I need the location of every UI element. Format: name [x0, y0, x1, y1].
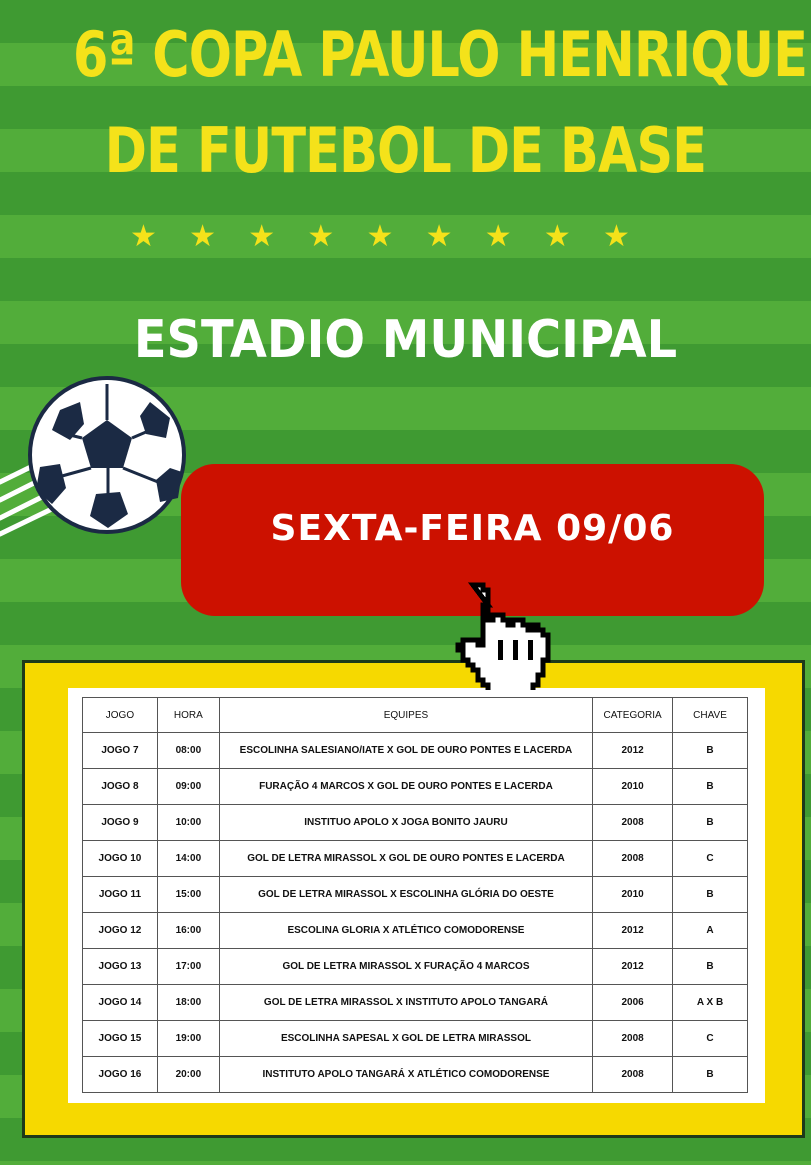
- cell-categoria: 2012: [593, 913, 673, 949]
- cell-jogo: JOGO 8: [83, 769, 158, 805]
- cell-jogo: JOGO 7: [83, 733, 158, 769]
- header-equipes: EQUIPES: [219, 698, 592, 733]
- cell-categoria: 2012: [593, 949, 673, 985]
- table-row: [83, 733, 748, 769]
- cell-chave: B: [673, 877, 748, 913]
- cell-hora: 14:00: [157, 841, 219, 877]
- cell-hora: 15:00: [157, 877, 219, 913]
- title-line-1: 6ª COPA PAULO HENRIQUE: [72, 18, 808, 91]
- cell-hora: 19:00: [157, 1021, 219, 1057]
- cell-categoria: 2008: [593, 805, 673, 841]
- cell-equipes: ESCOLINHA SALESIANO/IATE X GOL DE OURO PONTES E LACERDA: [219, 733, 592, 769]
- cell-jogo: JOGO 9: [83, 805, 158, 841]
- table-row: [83, 985, 748, 1021]
- cell-categoria: 2008: [593, 1057, 673, 1093]
- table-row: [83, 841, 748, 877]
- cell-hora: 08:00: [157, 733, 219, 769]
- header-categoria: CATEGORIA: [593, 698, 673, 733]
- cell-categoria: 2008: [593, 1021, 673, 1057]
- cell-chave: B: [673, 733, 748, 769]
- star-icon: ★: [130, 220, 157, 253]
- cell-equipes: INSTITUO APOLO X JOGA BONITO JAURU: [219, 805, 592, 841]
- cell-hora: 16:00: [157, 913, 219, 949]
- title-line-2: DE FUTEBOL DE BASE: [104, 114, 707, 187]
- cell-hora: 09:00: [157, 769, 219, 805]
- cell-chave: C: [673, 1021, 748, 1057]
- cell-hora: 10:00: [157, 805, 219, 841]
- cell-categoria: 2006: [593, 985, 673, 1021]
- cell-jogo: JOGO 14: [83, 985, 158, 1021]
- cell-chave: A X B: [673, 985, 748, 1021]
- schedule-sheet: [68, 688, 765, 1103]
- cell-chave: C: [673, 841, 748, 877]
- cell-chave: B: [673, 805, 748, 841]
- soccer-ball-icon: [0, 372, 200, 542]
- pointing-hand-icon: [448, 580, 558, 690]
- cell-jogo: JOGO 10: [83, 841, 158, 877]
- cell-equipes: FURAÇÃO 4 MARCOS X GOL DE OURO PONTES E LACERDA: [219, 769, 592, 805]
- table-header-row: [83, 698, 748, 733]
- cell-chave: B: [673, 1057, 748, 1093]
- date-label: SEXTA-FEIRA 09/06: [270, 508, 675, 549]
- cell-equipes: ESCOLINHA SAPESAL X GOL DE LETRA MIRASSOL: [219, 1021, 592, 1057]
- table-row: [83, 913, 748, 949]
- table-row: [83, 769, 748, 805]
- header-hora: HORA: [157, 698, 219, 733]
- schedule-table: [82, 697, 748, 1093]
- cell-categoria: 2012: [593, 733, 673, 769]
- cell-chave: B: [673, 949, 748, 985]
- star-icon: ★: [307, 220, 335, 253]
- header-jogo: JOGO: [83, 698, 158, 733]
- table-row: [83, 1021, 748, 1057]
- cell-jogo: JOGO 12: [83, 913, 158, 949]
- cell-jogo: JOGO 16: [83, 1057, 158, 1093]
- cell-equipes: GOL DE LETRA MIRASSOL X GOL DE OURO PONTES E LACERDA: [219, 841, 592, 877]
- table-row: [83, 877, 748, 913]
- cell-chave: A: [673, 913, 748, 949]
- cell-jogo: JOGO 13: [83, 949, 158, 985]
- star-icon: ★: [484, 220, 512, 253]
- table-row: [83, 1057, 748, 1093]
- stars-row: [130, 222, 630, 252]
- table-row: [83, 949, 748, 985]
- star-icon: ★: [366, 220, 394, 253]
- star-icon: ★: [425, 220, 453, 253]
- header-chave: CHAVE: [673, 698, 748, 733]
- cell-equipes: ESCOLINA GLORIA X ATLÉTICO COMODORENSE: [219, 913, 592, 949]
- schedule-panel: [22, 660, 805, 1138]
- cell-categoria: 2010: [593, 769, 673, 805]
- star-icon: ★: [543, 220, 571, 253]
- cell-categoria: 2010: [593, 877, 673, 913]
- star-icon: ★: [248, 220, 276, 253]
- star-icon: ★: [603, 220, 630, 253]
- cell-jogo: JOGO 15: [83, 1021, 158, 1057]
- cell-categoria: 2008: [593, 841, 673, 877]
- cell-jogo: JOGO 11: [83, 877, 158, 913]
- cell-equipes: GOL DE LETRA MIRASSOL X INSTITUTO APOLO TANGARÁ: [219, 985, 592, 1021]
- table-row: [83, 805, 748, 841]
- cell-hora: 17:00: [157, 949, 219, 985]
- cell-equipes: GOL DE LETRA MIRASSOL X ESCOLINHA GLÓRIA DO OESTE: [219, 877, 592, 913]
- cell-hora: 20:00: [157, 1057, 219, 1093]
- cell-equipes: GOL DE LETRA MIRASSOL X FURAÇÃO 4 MARCOS: [219, 949, 592, 985]
- cell-hora: 18:00: [157, 985, 219, 1021]
- star-icon: ★: [189, 220, 217, 253]
- cell-equipes: INSTITUTO APOLO TANGARÁ X ATLÉTICO COMODORENSE: [219, 1057, 592, 1093]
- venue-heading: ESTADIO MUNICIPAL: [133, 310, 678, 370]
- cell-chave: B: [673, 769, 748, 805]
